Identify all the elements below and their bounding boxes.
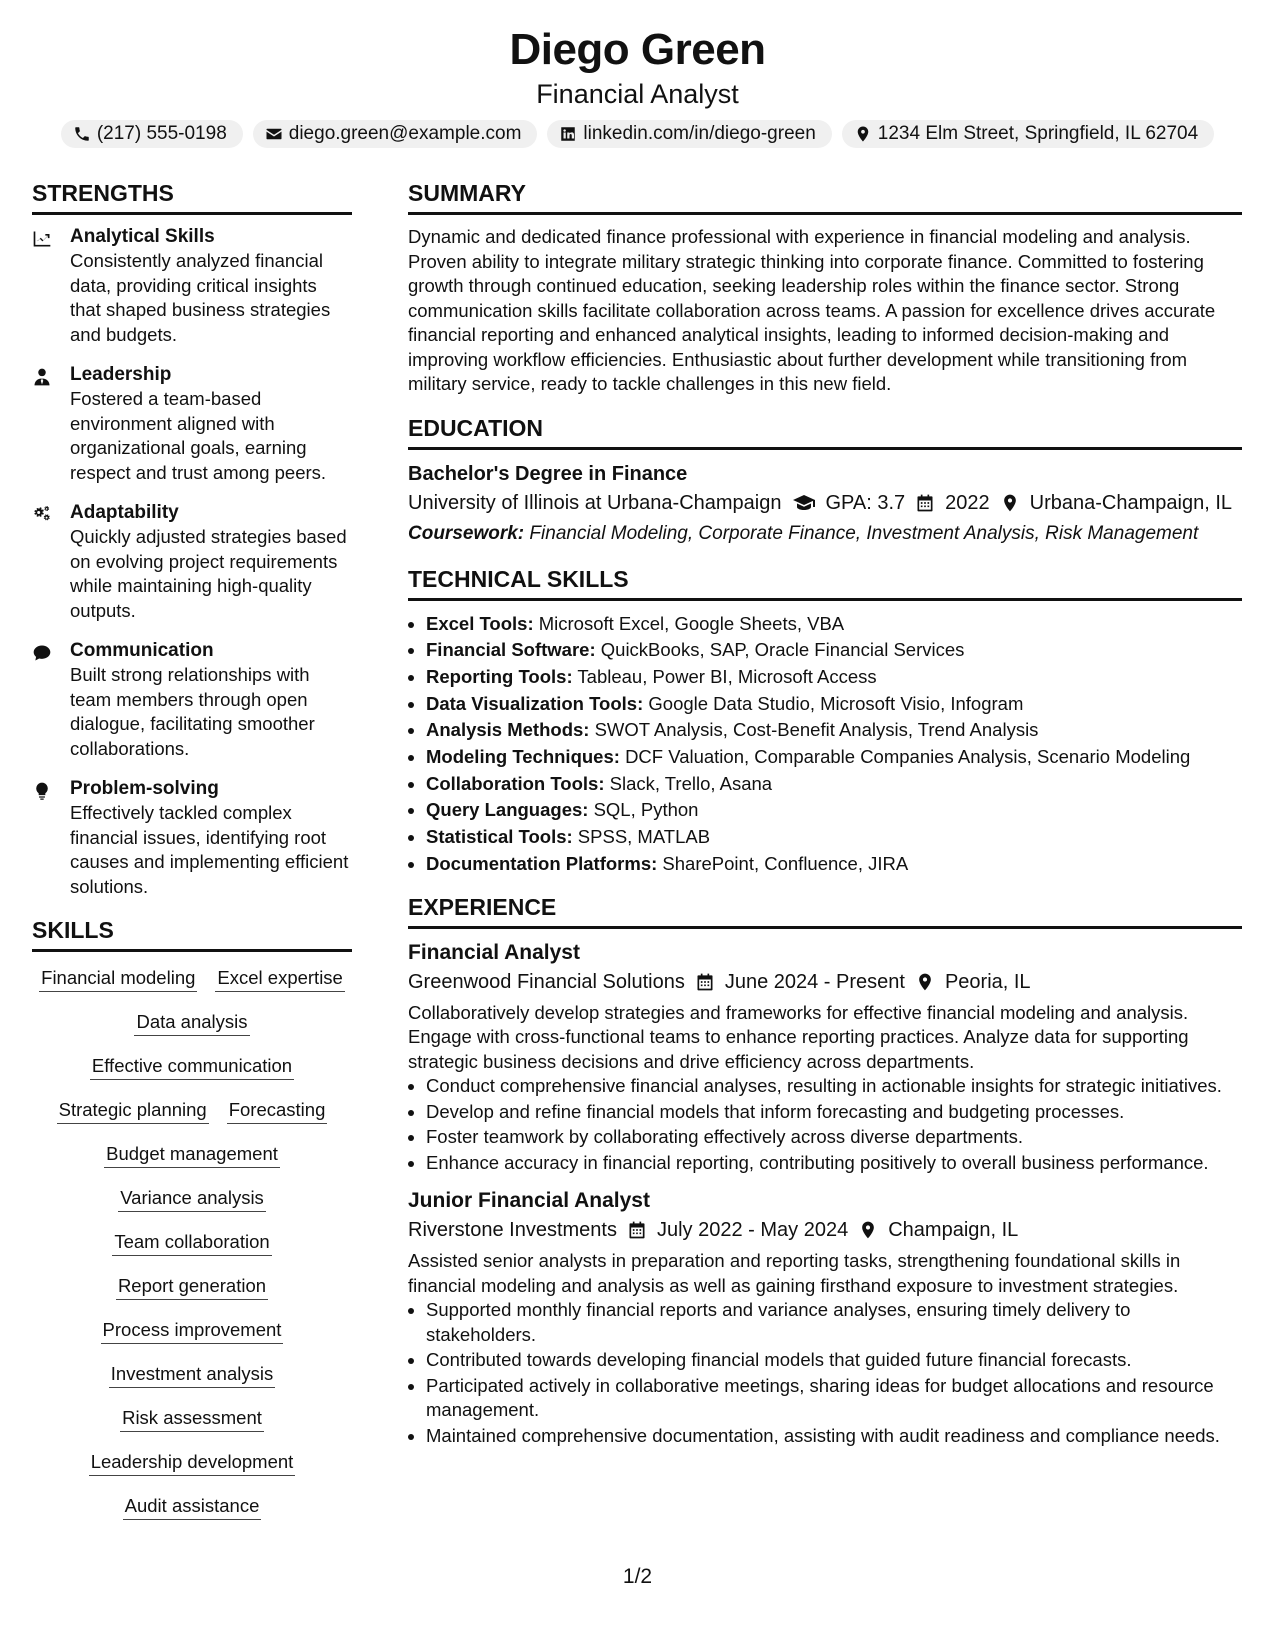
job-description: Assisted senior analysts in preparation and reporting tasks, strengthening foundational skills in financial modeling and analysis as well as gaining firsthand exposure to investment strategies. [408, 1250, 1181, 1296]
list-item [426, 771, 1242, 798]
lightbulb-icon [32, 781, 52, 801]
tech-label: Data Visualization Tools: [426, 692, 644, 714]
strength-title: Analytical Skills [70, 226, 215, 247]
job-entry [408, 1187, 1242, 1448]
job-bullets [408, 1298, 1242, 1448]
skill-tag: Process improvement [101, 1318, 284, 1344]
job-entry [408, 939, 1242, 1176]
calendar-icon [915, 493, 935, 513]
strength-title: Problem-solving [70, 778, 219, 799]
phone-text: (217) 555-0198 [96, 123, 227, 144]
job-meta [408, 1215, 1242, 1245]
coursework-label: Coursework: [408, 522, 525, 544]
strength-item [32, 639, 352, 761]
calendar-icon [695, 972, 715, 992]
location-pin-icon [858, 1220, 878, 1240]
skill-tag: Team collaboration [112, 1230, 271, 1256]
strength-desc: Consistently analyzed financial data, providing critical insights that shaped business strategies and budgets. [70, 250, 331, 345]
technical-skills-list [408, 611, 1242, 878]
graduation-year: 2022 [945, 491, 990, 514]
tech-value: SharePoint, Confluence, JIRA [662, 852, 909, 874]
skill-tag: Report generation [116, 1274, 268, 1300]
list-item [426, 664, 1242, 691]
skill-tag: Audit assistance [123, 1494, 262, 1520]
tech-value: Tableau, Power BI, Microsoft Access [577, 665, 877, 687]
job-title: Junior Financial Analyst [408, 1189, 650, 1213]
coursework-text: Financial Modeling, Corporate Finance, Investment Analysis, Risk Management [529, 522, 1199, 544]
technical-skills-heading: TECHNICAL SKILLS [408, 564, 1242, 601]
address-text: 1234 Elm Street, Springfield, IL 62704 [877, 123, 1199, 144]
strength-title: Communication [70, 640, 214, 661]
contact-email[interactable] [253, 120, 538, 148]
list-item [426, 824, 1242, 851]
page-number: 1/2 [622, 1565, 653, 1588]
tech-value: QuickBooks, SAP, Oracle Financial Services [600, 639, 965, 661]
experience-heading: EXPERIENCE [408, 892, 1242, 929]
gears-icon [32, 505, 52, 525]
strength-desc: Quickly adjusted strategies based on evolving project requirements while maintaining high-quality outputs. [70, 526, 347, 621]
company-name: Greenwood Financial Solutions [408, 970, 685, 993]
skill-tag: Financial modeling [39, 966, 197, 992]
skill-tag: Excel expertise [215, 966, 344, 992]
list-item: • Maintained comprehensive documentation, assisting with audit readiness and compliance needs. [426, 1424, 1242, 1449]
education-meta [408, 488, 1242, 518]
contact-address[interactable] [842, 120, 1214, 148]
summary-heading: SUMMARY [408, 178, 1242, 215]
skill-tag: Forecasting [227, 1098, 328, 1124]
list-item: • Foster teamwork by collaborating effectively across diverse departments. [426, 1125, 1242, 1150]
school-location: Urbana-Champaign, IL [1029, 491, 1233, 514]
skills-list [32, 962, 352, 1520]
coursework [408, 521, 1242, 546]
location-pin-icon [1000, 493, 1020, 513]
tech-value: Microsoft Excel, Google Sheets, VBA [538, 612, 845, 634]
tech-value: SPSS, MATLAB [577, 826, 711, 848]
envelope-icon [265, 125, 283, 143]
list-item [426, 691, 1242, 718]
calendar-icon [627, 1220, 647, 1240]
strength-item [32, 225, 352, 347]
phone-icon [73, 125, 91, 143]
company-name: Riverstone Investments [408, 1219, 617, 1242]
list-item: • Enhance accuracy in financial reporting, contributing positively to overall business performance. [426, 1151, 1242, 1176]
job-meta [408, 967, 1242, 997]
list-item: • Supported monthly financial reports and variance analyses, ensuring timely delivery to stakeholders. [426, 1298, 1242, 1347]
right-column [408, 178, 1242, 1449]
job-dates: June 2024 - Present [724, 970, 905, 993]
summary-text: Dynamic and dedicated finance professional with experience in financial modeling and analysis. Proven ability to integrate military strategic thinking into corporate finance. Committed to fostering growth through continued education, seeking leadership roles within the finance sector. Strong communication skills facilitate collaboration across teams. A passion for excellence drives accurate financial reporting and enhanced analytical insights, leading to informed decision-making and improving workflow efficiencies. Enthusiastic about further development while transitioning from military service, ready to tackle challenges in this new field. [408, 226, 1216, 394]
list-item [426, 851, 1242, 878]
candidate-name: Diego Green [509, 25, 766, 74]
contact-linkedin[interactable] [547, 120, 831, 148]
linkedin-text: linkedin.com/in/diego-green [583, 123, 816, 144]
location-pin-icon [915, 972, 935, 992]
chart-line-icon [32, 229, 52, 249]
strength-desc: Effectively tackled complex financial issues, identifying root causes and implementing efficient solutions. [70, 802, 349, 897]
list-item: • Participated actively in collaborative meetings, sharing ideas for budget allocations and resource management. [426, 1374, 1242, 1423]
tech-value: DCF Valuation, Comparable Companies Analysis, Scenario Modeling [625, 746, 1191, 768]
degree-title: Bachelor's Degree in Finance [408, 462, 688, 485]
list-item [426, 637, 1242, 664]
tech-label: Query Languages: [426, 799, 589, 821]
tech-value: SWOT Analysis, Cost-Benefit Analysis, Trend Analysis [594, 719, 1039, 741]
skill-tag: Effective communication [90, 1054, 294, 1080]
strength-item [32, 777, 352, 899]
job-title: Financial Analyst [408, 940, 580, 964]
list-item: • Conduct comprehensive financial analyses, resulting in actionable insights for strategic initiatives. [426, 1074, 1242, 1099]
strengths-heading: STRENGTHS [32, 178, 352, 215]
job-location: Peoria, IL [944, 970, 1031, 993]
skill-tag: Leadership development [89, 1450, 296, 1476]
tech-label: Analysis Methods: [426, 719, 590, 741]
skill-tag: Variance analysis [118, 1186, 266, 1212]
email-text: diego.green@example.com [288, 123, 522, 144]
list-item [426, 717, 1242, 744]
skill-tag: Investment analysis [109, 1362, 275, 1388]
tech-label: Reporting Tools: [426, 665, 573, 687]
tech-value: Google Data Studio, Microsoft Visio, Infogram [648, 692, 1024, 714]
tech-label: Excel Tools: [426, 612, 534, 634]
graduation-cap-icon [792, 491, 816, 515]
job-dates: July 2022 - May 2024 [656, 1219, 849, 1242]
tech-label: Financial Software: [426, 639, 596, 661]
strength-title: Leadership [70, 364, 172, 385]
strength-title: Adaptability [70, 502, 179, 523]
contact-phone[interactable] [61, 120, 243, 148]
list-item: • Develop and refine financial models that inform forecasting and budgeting processes. [426, 1100, 1242, 1125]
user-tie-icon [32, 367, 52, 387]
list-item [426, 744, 1242, 771]
linkedin-icon [559, 125, 577, 143]
strength-desc: Built strong relationships with team members through open dialogue, facilitating smoother collaborations. [70, 664, 315, 759]
list-item: • Contributed towards developing financial models that guided future financial forecasts. [426, 1348, 1242, 1373]
strength-item [32, 501, 352, 623]
school-name: University of Illinois at Urbana-Champaign [408, 491, 782, 514]
strength-item [32, 363, 352, 485]
strengths-list [32, 225, 352, 899]
job-location: Champaign, IL [888, 1219, 1019, 1242]
candidate-headline: Financial Analyst [536, 79, 739, 109]
location-pin-icon [854, 125, 872, 143]
resume-header [0, 22, 1275, 148]
list-item [426, 797, 1242, 824]
skills-heading: SKILLS [32, 915, 352, 952]
skill-tag: Data analysis [134, 1010, 249, 1036]
tech-label: Documentation Platforms: [426, 852, 658, 874]
strength-desc: Fostered a team-based environment aligned with organizational goals, earning respect and trust among peers. [70, 388, 327, 483]
skill-tag: Budget management [104, 1142, 280, 1168]
job-bullets [408, 1074, 1242, 1175]
gpa-text: GPA: 3.7 [825, 491, 906, 514]
tech-value: SQL, Python [593, 799, 699, 821]
job-description: Collaboratively develop strategies and frameworks for effective financial modeling and analysis. Engage with cross-functional teams to enhance reporting practices. Analyze data for supporting strategic business decisions and drive efficiency across departments. [408, 1001, 1189, 1072]
left-column [32, 178, 352, 1520]
skill-tag: Strategic planning [57, 1098, 209, 1124]
list-item [426, 611, 1242, 638]
tech-label: Statistical Tools: [426, 826, 573, 848]
comment-icon [32, 643, 52, 663]
contact-bar [0, 120, 1275, 148]
tech-value: Slack, Trello, Asana [609, 772, 773, 794]
skill-tag: Risk assessment [120, 1406, 264, 1432]
tech-label: Collaboration Tools: [426, 772, 605, 794]
education-heading: EDUCATION [408, 413, 1242, 450]
tech-label: Modeling Techniques: [426, 746, 620, 768]
